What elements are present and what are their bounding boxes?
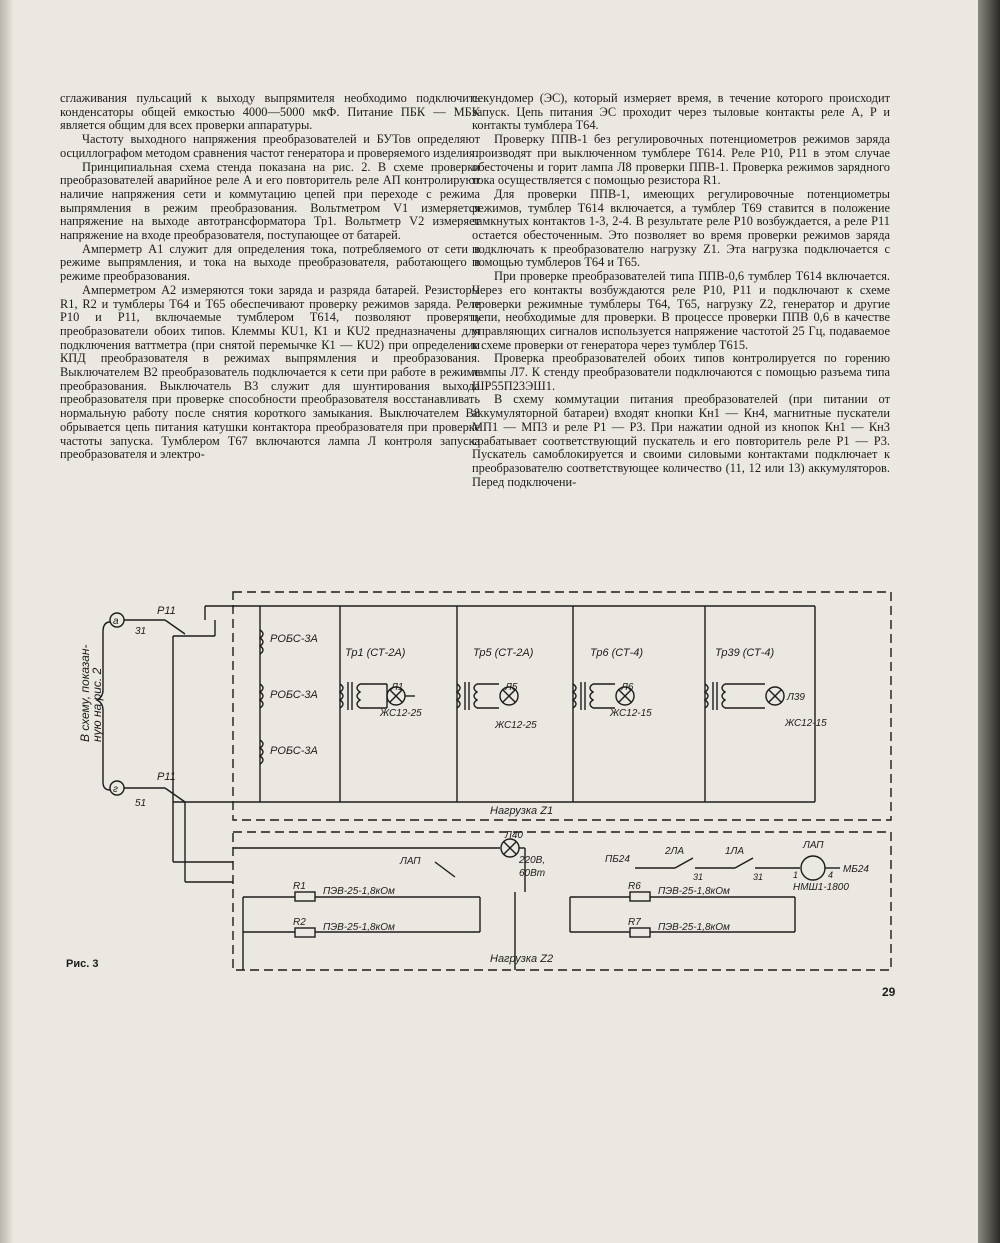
choke-label: РОБС-3А	[270, 633, 318, 645]
paragraph: Принципиальная схема стенда показана на рис. 2. В схеме проверки преобразователей аварийное реле А и его повторитель реле АП контролируют наличие напряжения сети и коммутацию цепей при переходе с режима выпрямления в режим преобразования. Вольтметром V1 измеряется напряжение на выходе автотрансформатора Тр1. Вольтметр V2 измеряет напряжение на входе преобразователя, поступающее от батарей.	[60, 159, 480, 243]
switch-1la-pin: 31	[753, 872, 764, 882]
terminal-a-label: а	[113, 616, 119, 627]
lap-type-label: НМШ1-1800	[793, 882, 849, 893]
resistor-r6	[630, 892, 650, 901]
resistor-value: ПЭВ-25-1,8кОм	[658, 886, 730, 897]
side-label-line1: В схему, показан-	[78, 644, 92, 742]
transformer-secondary	[474, 684, 477, 708]
resistor-r7	[630, 928, 650, 937]
lamp-label: Л1	[391, 682, 404, 693]
relay-bottom-pin: 51	[135, 798, 147, 809]
lamp-label: Л6	[621, 682, 634, 693]
lamp-label: Л39	[787, 692, 805, 703]
lap-right-label: ЛАП	[803, 840, 824, 851]
lamp-type: ЖС12-25	[380, 708, 422, 719]
switch-1la-label: 1ЛА	[725, 846, 745, 857]
lamp40-power: 60Вт	[519, 868, 546, 879]
paragraph: При проверке преобразователей типа ППВ-0,6 тумблер Т614 включается. Через его контакты возбуждаются реле Р10, Р11 и подключают к схеме проверки режимные тумблеры Т64, Т65, нагрузку Z2, генератор и другие цепи, необходимые для проверки. В процессе проверки ППВ 0,6 в качестве управляющих сигналов используется напряжение частотой 25 Гц, подаваемое к схеме проверки от генератора через тумблер Т615.	[472, 269, 890, 352]
relay-contact	[165, 620, 185, 634]
paragraph: В схему коммутации питания преобразователей (при питании от аккумуляторной батареи) входят кнопки Кн1 — Кн4, магнитные пускатели МП1 — МП3 и реле Р1 — Р3. При нажатии одной из кнопок Кн1 — Кн3 срабатывает соответствующий пускатель и его повторитель реле Р1 — Р3. Пускатель самоблокируется и своими силовыми контактами подключает к преобразователю соответствующее количество (11, 12 или 13) аккумуляторов. Перед подключени-	[472, 392, 890, 489]
terminal-g-label: г	[113, 784, 118, 795]
choke-label: РОБС-3А	[270, 745, 318, 757]
relay-contact	[165, 788, 185, 802]
resistor-ref: R6	[628, 881, 641, 892]
relay-top-pin: 31	[135, 626, 147, 637]
load-z2-box	[233, 832, 891, 970]
binding-shadow	[0, 0, 14, 1243]
transformer-secondary	[590, 684, 593, 708]
text-column-left	[60, 92, 480, 462]
switch-2la-pin: 31	[693, 872, 704, 882]
switch-2la	[675, 858, 693, 868]
page-edge	[978, 0, 1000, 1243]
paragraph: Амперметр А1 служит для определения тока, потребляемого от сети в режиме выпрямления, и тока на выходе преобразователя, работающего в режиме преобразования.	[60, 241, 480, 284]
transformer-secondary	[357, 684, 360, 708]
relay-lap-coil	[801, 856, 825, 880]
lamp-type: ЖС12-15	[610, 708, 652, 719]
pb24-label: ПБ24	[605, 854, 630, 865]
resistor-ref: R1	[293, 881, 306, 892]
switch-1la	[735, 858, 753, 868]
switch-2la-label: 2ЛА	[665, 846, 685, 857]
load-z1-label: Нагрузка Z1	[490, 805, 554, 817]
load-z2-label: Нагрузка Z2	[490, 953, 554, 965]
lamp-label: Л5	[505, 682, 518, 693]
transformer-label: Тр39 (СТ-4)	[715, 647, 775, 659]
paragraph: Амперметром А2 измеряются токи заряда и разряда батарей. Резисторы R1, R2 и тумблеры Т64 и Т65 обеспечивают проверку режимов заряда. Реле Р10 и Р11, включаемые тумблером Т614, позволяют проверять преобразователи обоих типов. Клеммы КU1, К1 и КU2 предназначены для подключения ваттметра (при снятой перемычке К1 — КU2) при определении КПД преобразователя в режимах выпрямления и преобразования. Выключателем В2 преобразователь подключается к сети при работе в режиме преобразования. Выключатель В3 служит для шунтирования выхода преобразователя при проверке способности преобразователя восстанавливать нормальную работу после снятия короткого замыкания. Выключателем В8 обрывается цепь питания катушки контактора преобразователя при проверке частоты запуска. Тумблером Т67 включаются лампа Л контроля запуска преобразователя и электро-	[60, 282, 480, 462]
lap-left-label: ЛАП	[400, 856, 421, 867]
resistor-value: ПЭВ-25-1,8кОм	[323, 886, 395, 897]
lamp40-label: Л40	[505, 830, 523, 841]
lamp-type: ЖС12-15	[785, 718, 827, 729]
paragraph: Проверку ППВ-1 без регулировочных потенциометров режимов заряда производят при выключенном тумблере Т614. Реле Р10, Р11 в этом случае обесточены и горит лампа Л8 проверки ППВ-1. Проверка режимов зарядного тока осуществляется с помощью резистора R1.	[472, 132, 890, 188]
paragraph: секундомер (ЭС), который измеряет время, в течение которого происходит запуск. Цепь питания ЭС проходит через тыловые контакты реле А, Р и контакты тумблера Т64.	[472, 91, 890, 133]
text-column-right	[472, 92, 890, 489]
relay-top-label: Р11	[157, 605, 176, 617]
transformer-label: Тр5 (СТ-2А)	[473, 647, 534, 659]
mb24-label: МБ24	[843, 864, 869, 875]
resistor-r1	[295, 892, 315, 901]
lamp40-voltage: 220В,	[519, 855, 546, 866]
page-number: 29	[882, 985, 896, 999]
transformer-secondary	[722, 684, 725, 708]
paragraph: Для проверки ППВ-1, имеющих регулировочные потенциометры режимов, тумблер Т614 включается, а тумблер Т69 ставится в положение замкнутых контактов 1-3, 2-4. В результате реле Р10 возбуждается, а реле Р11 остается обесточенным. Это позволяет во время проверки режимов заряда подключать к преобразователю нагрузку Z1. Эта нагрузка подключается с помощью тумблеров Т64 и Т65.	[472, 186, 890, 270]
transformer-label: Тр6 (СТ-4)	[590, 647, 644, 659]
choke-label: РОБС-3А	[270, 689, 318, 701]
paragraph: Частоту выходного напряжения преобразователей и БУТов определяют осциллографом методом сравнения частот генератора и проверяемого изделия.	[60, 132, 480, 160]
resistor-ref: R7	[628, 917, 641, 928]
lap-contact	[435, 862, 455, 877]
resistor-value: ПЭВ-25-1,8кОм	[323, 922, 395, 933]
side-label-line2: ную на рис. 2	[90, 667, 104, 742]
lap-pin1: 1	[793, 870, 799, 880]
load-z1-box	[233, 592, 891, 820]
lap-pin4: 4	[828, 870, 834, 880]
resistor-ref: R2	[293, 917, 306, 928]
paragraph: сглаживания пульсаций к выходу выпрямителя необходимо подключить конденсаторы общей емкостью 4000—5000 мкФ. Питание ПБК — МБК является общим для всех проверки аппаратуры.	[60, 91, 480, 133]
transformer-label: Тр1 (СТ-2А)	[345, 647, 406, 659]
figure-caption: Рис. 3	[66, 958, 99, 970]
resistor-value: ПЭВ-25-1,8кОм	[658, 922, 730, 933]
resistor-r2	[295, 928, 315, 937]
lamp-type: ЖС12-25	[495, 720, 537, 731]
relay-bottom-label: Р11	[157, 771, 176, 783]
paragraph: Проверка преобразователей обоих типов контролируется по горению лампы Л7. К стенду преобразователи подключаются с помощью разъема типа ШР55П23ЭШ1.	[472, 351, 890, 393]
